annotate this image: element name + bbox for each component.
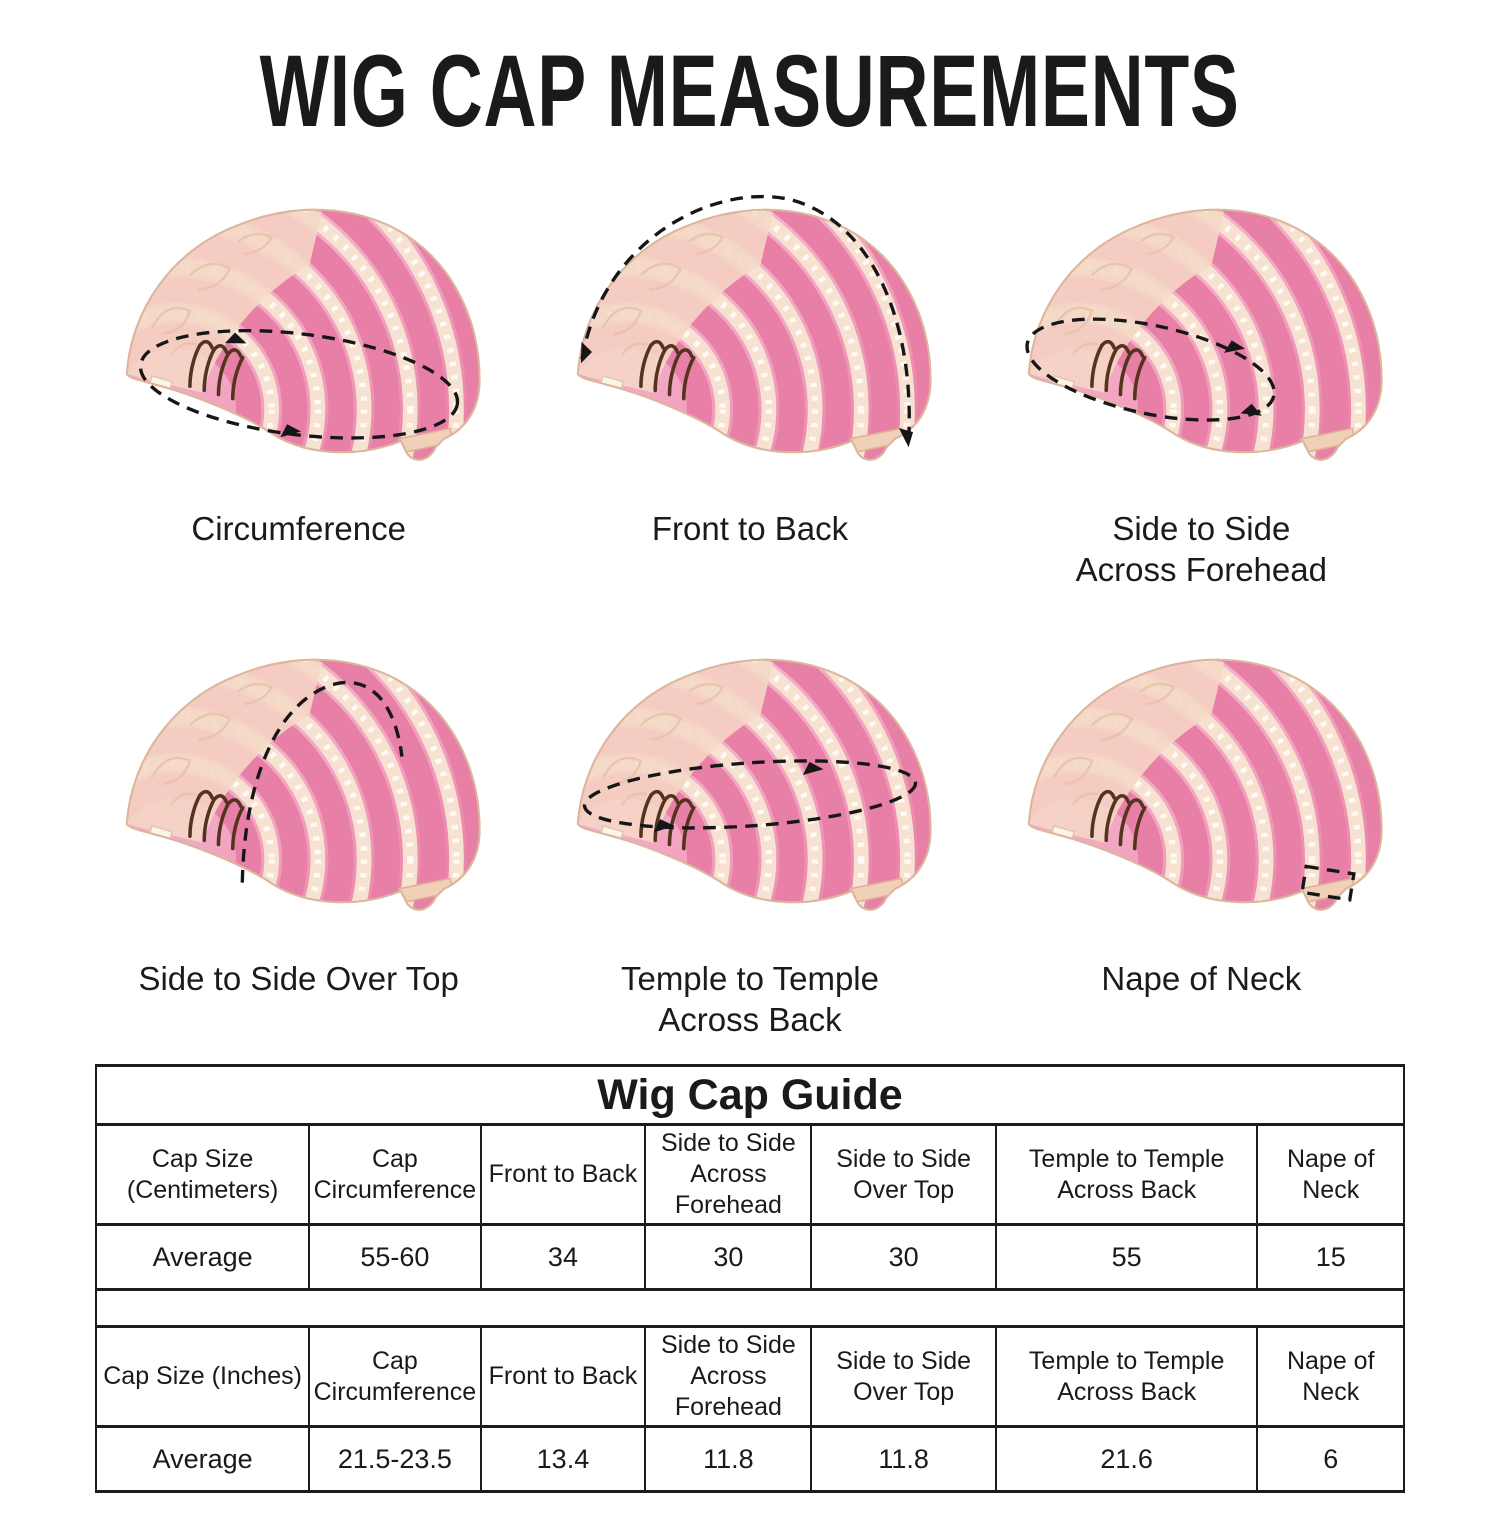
spacer-cell	[96, 1290, 1404, 1327]
caption-line-2: Across Forehead	[1075, 551, 1327, 588]
page-title: WIG CAP MEASUREMENTS	[259, 34, 1241, 148]
caption-line-1: Side to Side	[1112, 510, 1291, 547]
wig-cap-illustration-side-to-side-over-top	[89, 618, 509, 954]
g-head	[96, 1327, 1404, 1427]
figure-side-to-side-across-forehead	[983, 168, 1420, 590]
g-data	[96, 1225, 1404, 1290]
data-cell: 21.5-23.5	[309, 1427, 480, 1492]
page-header	[0, 34, 1500, 148]
data-cell: 21.6	[996, 1427, 1258, 1492]
column-header: Nape of Neck	[1257, 1125, 1404, 1225]
caption-line-1: Front to Back	[651, 510, 849, 547]
wig-cap-illustration-nape-of-neck	[991, 618, 1411, 954]
data-cell: 15	[1257, 1225, 1404, 1290]
data-cell: Average	[96, 1427, 309, 1492]
figure-circumference	[80, 168, 517, 590]
data-cell: 30	[645, 1225, 811, 1290]
column-header: Side to Side Across Forehead	[645, 1327, 811, 1427]
column-header: Cap Circumference	[309, 1327, 480, 1427]
column-header: Cap Circumference	[309, 1125, 480, 1225]
figures-grid	[80, 168, 1420, 1040]
data-cell: 11.8	[645, 1427, 811, 1492]
data-cell: 30	[811, 1225, 995, 1290]
data-cell: 13.4	[481, 1427, 646, 1492]
column-header: Front to Back	[481, 1125, 646, 1225]
figure-side-to-side-over-top	[80, 618, 517, 1040]
wig-cap-illustration-front-to-back	[540, 168, 960, 504]
caption-line-1: Side to Side Over Top	[138, 960, 459, 997]
g-spacer	[96, 1290, 1404, 1327]
g-head	[96, 1125, 1404, 1225]
column-header: Front to Back	[481, 1327, 646, 1427]
figure-caption	[80, 958, 517, 999]
caption-line-1: Nape of Neck	[1101, 960, 1302, 997]
column-header: Side to Side Across Forehead	[645, 1125, 811, 1225]
figure-temple-to-temple-across-back	[531, 618, 968, 1040]
figure-caption	[983, 958, 1420, 999]
figure-caption	[983, 508, 1420, 590]
figure-caption	[531, 958, 968, 1040]
wig-cap-illustration-temple-to-temple-across-back	[540, 618, 960, 954]
column-header: Temple to Temple Across Back	[996, 1327, 1258, 1427]
figure-caption	[80, 508, 517, 549]
g-titlerow	[96, 1066, 1404, 1125]
figure-front-to-back	[531, 168, 968, 590]
column-header: Side to Side Over Top	[811, 1125, 995, 1225]
data-cell: Average	[96, 1225, 309, 1290]
caption-line-1: Circumference	[191, 510, 406, 547]
data-cell: 6	[1257, 1427, 1404, 1492]
table-title: Wig Cap Guide	[96, 1066, 1404, 1125]
caption-line-1: Temple to Temple	[620, 960, 879, 997]
column-header: Nape of Neck	[1257, 1327, 1404, 1427]
wig-cap-illustration-side-to-side-across-forehead	[991, 168, 1411, 504]
data-cell: 34	[481, 1225, 646, 1290]
data-cell: 11.8	[811, 1427, 995, 1492]
wig-cap-guide-table	[95, 1064, 1405, 1493]
data-cell: 55-60	[309, 1225, 480, 1290]
column-header: Side to Side Over Top	[811, 1327, 995, 1427]
caption-line-2: Across Back	[658, 1001, 842, 1038]
figure-nape-of-neck	[983, 618, 1420, 1040]
wig-cap-illustration-circumference	[89, 168, 509, 504]
g-data	[96, 1427, 1404, 1492]
column-header: Temple to Temple Across Back	[996, 1125, 1258, 1225]
column-header: Cap Size (Centimeters)	[96, 1125, 309, 1225]
figure-caption	[531, 508, 968, 549]
column-header: Cap Size (Inches)	[96, 1327, 309, 1427]
data-cell: 55	[996, 1225, 1258, 1290]
